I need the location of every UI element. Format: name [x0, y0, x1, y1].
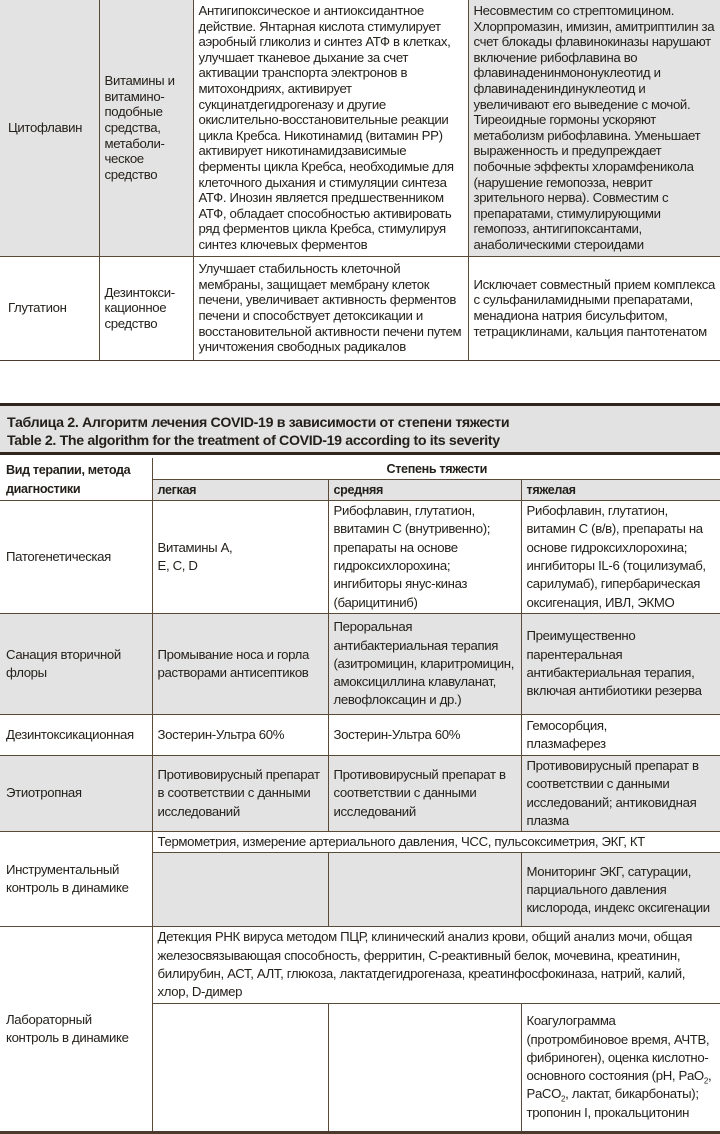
cell-severe: Мониторинг ЭКГ, сатурации, парциального давления кислорода, индекс оксигенации: [521, 853, 720, 927]
table-row: [0, 756, 720, 832]
therapy-label: Инструментальный контроль в динамике: [0, 832, 152, 927]
table-row: [0, 927, 720, 1003]
therapy-label: Патогенетическая: [0, 501, 152, 614]
cell-moderate: Пероральная антибактериальная терапия (азитромицин, кларитромицин, амоксициллина клавуланат, левофлоксацин и др.): [328, 614, 521, 715]
header-therapy: Вид терапии, метода диагностики: [0, 458, 152, 501]
cell-moderate: Противовирусный препарат в соответствии с данными исследований: [328, 756, 521, 832]
cell-mild: [152, 853, 328, 927]
cell-severe-text: Гемосорбция, плазмаферез: [526, 717, 607, 751]
cell-mild: Зостерин-Ультра 60%: [152, 715, 328, 756]
cell-mild-text: Витамины A, E, C, D: [157, 539, 233, 573]
therapy-label: Санация вторичной флоры: [0, 614, 152, 715]
lab-severe-text-b: , PaCO: [526, 1068, 712, 1102]
table-row: [0, 0, 720, 256]
drug-interactions: Несовместим со стрептомицином. Хлорпромазин, имизин, амитриптилин за счет блокады флавинокиназы нарушают включение рибофлавина во флавинаденинмононуклеотид и флавинадениндинуклеотид и увеличивают его выведение с мочой. Тиреоидные гормоны ускоряют метаболизм рибофлавина. Уменьшает выраженность и предупреждает побочные эффекты хлорамфеникола (нарушение гемопоэза, неврит зрительного нерва). Совместим с препаратами, стимулирующими гемопоэз, антигипоксантами, анаболическими стероидами: [468, 0, 720, 256]
cell-moderate: [328, 1003, 521, 1132]
drug-group: Витамины и витамино-подобные средства, метаболи-ческое средство: [99, 0, 193, 256]
therapy-label: Лабораторный контроль в динамике: [0, 927, 152, 1132]
drug-name: Глутатион: [0, 256, 99, 360]
drug-group: Дезинтокси-кационное средство: [99, 256, 193, 360]
cell-severe: Противовирусный препарат в соответствии с данными исследований; антиковидная плазма: [521, 756, 720, 832]
subscript: 2: [561, 1095, 566, 1105]
header-level-severe: тяжелая: [521, 480, 720, 501]
table-title-ru: Таблица 2. Алгоритм лечения COVID-19 в зависимости от степени тяжести: [7, 415, 510, 431]
cell-severe: [521, 1003, 720, 1132]
subscript: 2: [703, 1076, 708, 1086]
cell-severe: [521, 715, 720, 756]
header-level-moderate: средняя: [328, 480, 521, 501]
drug-table-continuation: [0, 0, 720, 361]
cell-mild: Противовирусный препарат в соответствии с данными исследований: [152, 756, 328, 832]
lab-severe-text-a: Коагулограмма (протромбиновое время, АЧТВ, фибриноген), оценка кислотно-основного состояния (pH, PaO: [526, 1013, 710, 1084]
drug-action: Улучшает стабильность клеточной мембраны, защищает мембрану клеток печени, увеличивает активность ферментов печени и способствует детоксикации и восстановительной активности печени путем уничтожения свободных радикалов: [193, 256, 468, 360]
therapy-label: Этиотропная: [0, 756, 152, 832]
cell-moderate: Зостерин-Ультра 60%: [328, 715, 521, 756]
cell-all-levels: Термометрия, измерение артериального давления, ЧСС, пульсоксиметрия, ЭКГ, КТ: [152, 832, 720, 853]
drug-interactions: Исключает совместный прием комплекса с сульфаниламидными препаратами, менадиона натрия бисульфитом, тетрациклинами, кальция пантотенатом: [468, 256, 720, 360]
header-severity: Степень тяжести: [152, 458, 720, 480]
lab-severe-text-c: , лактат, бикарбонаты); тропонин I, прокальцитонин: [526, 1086, 699, 1120]
table-row: [0, 715, 720, 756]
header-level-mild: легкая: [152, 480, 328, 501]
cell-moderate: [328, 853, 521, 927]
cell-severe: Преимущественно парентеральная антибактериальная терапия, включая антибиотики резерва: [521, 614, 720, 715]
cell-mild: [152, 501, 328, 614]
therapy-label: Дезинтоксикационная: [0, 715, 152, 756]
drug-name: Цитофлавин: [0, 0, 99, 256]
drug-action: Антигипоксическое и антиоксидантное действие. Янтарная кислота стимулирует аэробный гликолиз и синтез АТФ в клетках, улучшает тканевое дыхание за счет активации транспорта электронов в митохондриях, активирует сукцинатдегидрогеназу и другие окислительно-восстановительные реакции цикла Кребса. Никотинамид (витамин PP) активирует никотинамидзависимые ферменты цикла Кребса, необходимые для клеточного дыхания и стимуляции синтеза АТФ. Инозин является предшественником АТФ, обладает способностью активировать ряд ферментов цикла Кребса, стимулируя синтез ключевых ферментов: [193, 0, 468, 256]
header-row: [0, 458, 720, 480]
table-row: [0, 832, 720, 853]
cell-moderate: Рибофлавин, глутатион, ввитамин С (внутривенно); препараты на основе гидроксихлорохина; ингибиторы янус-киназ (барицитиниб): [328, 501, 521, 614]
table-row: [0, 256, 720, 360]
table-row: [0, 501, 720, 614]
cell-mild: Промывание носа и горла растворами антисептиков: [152, 614, 328, 715]
treatment-algorithm-table: [0, 458, 720, 1134]
cell-all-levels: Детекция РНК вируса методом ПЦР, клинический анализ крови, общий анализ мочи, общая железосвязывающая способность, ферритин, С-реактивный белок, мочевина, креатинин, билирубин, АСТ, АЛТ, глюкоза, лактатдегидрогеназа, креатинфосфокиназа, натрий, калий, хлор, D-димер: [152, 927, 720, 1003]
cell-severe: Рибофлавин, глутатион, витамин С (в/в), препараты на основе гидроксихлорохина; ингибиторы IL-6 (тоцилизумаб, сарилумаб), гипербарическая оксигенация, ИВЛ, ЭКМО: [521, 501, 720, 614]
table-caption: [0, 403, 720, 455]
table-row: [0, 614, 720, 715]
table-title-en: Table 2. The algorithm for the treatment of COVID-19 according to its severity: [7, 432, 500, 449]
cell-mild: [152, 1003, 328, 1132]
